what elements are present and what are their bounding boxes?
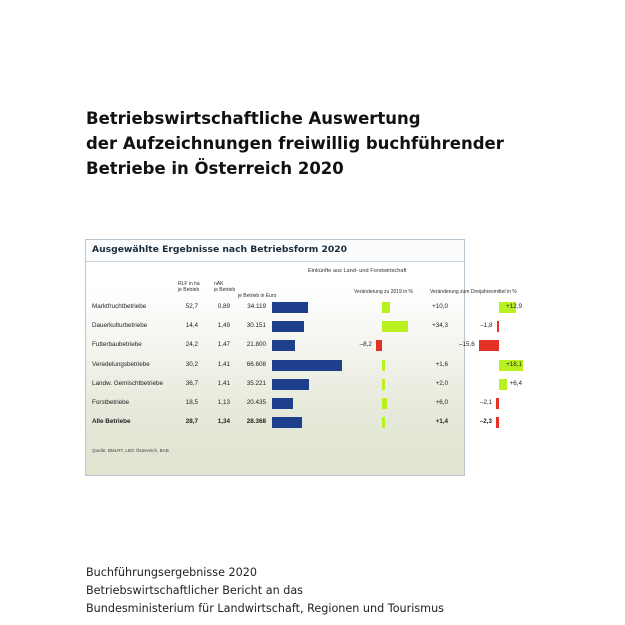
source-note: Quelle: BMLRT, LBG Österreich, BAB — [92, 448, 169, 453]
row-euro: 30.151 — [246, 322, 266, 330]
row-name: Marktfruchtbetriebe — [92, 303, 147, 310]
figure-header — [86, 240, 464, 262]
change-3y-bar — [496, 398, 499, 409]
euro-bar — [272, 398, 293, 409]
col-header-nak — [214, 281, 235, 293]
report-title — [86, 106, 566, 181]
col-header-change-3y: Veränderung zum Dreijahresmittel in % — [430, 289, 517, 295]
row-rlf: 30,2 — [185, 360, 198, 368]
row-euro: 66.608 — [246, 360, 266, 368]
row-rlf: 52,7 — [185, 303, 198, 310]
row-nak: 1,41 — [217, 360, 230, 368]
change-2019-value: +1,4 — [435, 418, 448, 426]
col-header-nak-line-2: je Betrieb — [214, 287, 236, 293]
row-rlf: 36,7 — [185, 379, 198, 387]
change-3y-bar — [479, 340, 499, 351]
change-2019-value: +1,6 — [435, 360, 448, 368]
row-rlf: 24,2 — [185, 341, 198, 349]
change-3y-value: –2,3 — [479, 418, 492, 426]
row-nak: 1,34 — [217, 418, 230, 426]
change-2019-value: +10,0 — [432, 303, 448, 310]
change-3y-value: +18,1 — [506, 360, 522, 368]
table-row — [86, 320, 493, 332]
change-2019-value: +6,0 — [435, 399, 448, 406]
row-euro: 28.368 — [246, 418, 266, 426]
change-3y-bar — [497, 321, 500, 332]
col-header-rlf-line-1: RLF in ha — [178, 281, 200, 287]
section-header: Einkünfte aus Land- und Forstwirtschaft — [308, 268, 407, 274]
change-2019-bar — [382, 398, 387, 409]
change-2019-value: +34,3 — [432, 322, 448, 330]
table-row — [86, 339, 475, 351]
euro-bar — [272, 302, 308, 313]
euro-bar — [272, 360, 342, 371]
col-header-change-2019: Veränderung zu 2019 in % — [354, 289, 413, 295]
change-2019-bar — [382, 417, 385, 428]
change-3y-value: +12,9 — [506, 303, 522, 310]
change-3y-value: –15,6 — [458, 341, 475, 349]
row-euro: 21.800 — [246, 341, 266, 349]
row-nak: 1,13 — [217, 399, 230, 406]
euro-bar — [272, 321, 304, 332]
title-line-1: Betriebswirtschaftliche Auswertung — [86, 109, 421, 128]
euro-bar — [272, 340, 295, 351]
change-2019-bar — [376, 340, 382, 351]
row-name: Forstbetriebe — [92, 399, 130, 406]
col-header-rlf — [178, 281, 200, 293]
row-euro: 35.221 — [246, 379, 266, 387]
row-name: Alle Betriebe — [92, 418, 131, 426]
row-nak: 0,89 — [217, 303, 230, 310]
change-2019-value: –8,2 — [359, 341, 372, 349]
row-name: Dauerkulturbetriebe — [92, 322, 148, 330]
change-2019-bar — [382, 360, 385, 371]
title-line-2: der Aufzeichnungen freiwillig buchführender — [86, 134, 504, 153]
figure-title: Ausgewählte Ergebnisse nach Betriebsform 2020 — [92, 244, 348, 255]
row-nak: 1,49 — [217, 322, 230, 330]
footer-line-2: Betriebswirtschaftlicher Bericht an das — [86, 584, 303, 597]
euro-bar — [272, 417, 302, 428]
row-rlf: 28,7 — [185, 418, 198, 426]
change-3y-value: +6,4 — [509, 379, 522, 387]
row-rlf: 14,4 — [185, 322, 198, 330]
change-2019-bar — [382, 379, 385, 390]
row-nak: 1,47 — [217, 341, 230, 349]
table-row — [86, 359, 522, 371]
euro-bar — [272, 379, 309, 390]
table-row — [86, 378, 522, 390]
col-header-rlf-line-2: je Betrieb — [178, 287, 200, 293]
change-3y-value: –2,1 — [480, 399, 493, 406]
row-rlf: 18,5 — [185, 399, 198, 406]
change-3y-value: –1,8 — [480, 322, 493, 330]
change-2019-bar — [382, 321, 408, 332]
row-nak: 1,41 — [217, 379, 230, 387]
table-row — [86, 397, 493, 409]
col-header-euro: je Betrieb in Euro — [238, 293, 277, 299]
row-name: Veredelungsbetriebe — [92, 360, 150, 368]
change-3y-bar — [496, 417, 499, 428]
row-euro: 20.435 — [246, 399, 266, 406]
change-2019-value: +2,0 — [435, 379, 448, 387]
results-figure — [85, 239, 522, 476]
row-euro: 34.119 — [247, 303, 266, 310]
table-row — [86, 416, 492, 428]
footer-line-3: Bundesministerium für Landwirtschaft, Regionen und Tourismus — [86, 602, 444, 615]
table-row — [86, 301, 522, 313]
footer-text — [86, 564, 586, 618]
row-name: Futterbaubetriebe — [92, 341, 142, 349]
footer-line-1: Buchführungsergebnisse 2020 — [86, 566, 257, 579]
title-line-3: Betriebe in Österreich 2020 — [86, 159, 344, 178]
change-2019-bar — [382, 302, 390, 313]
col-header-nak-line-1: nAK — [214, 281, 224, 287]
row-name: Landw. Gemischtbetriebe — [92, 379, 164, 387]
